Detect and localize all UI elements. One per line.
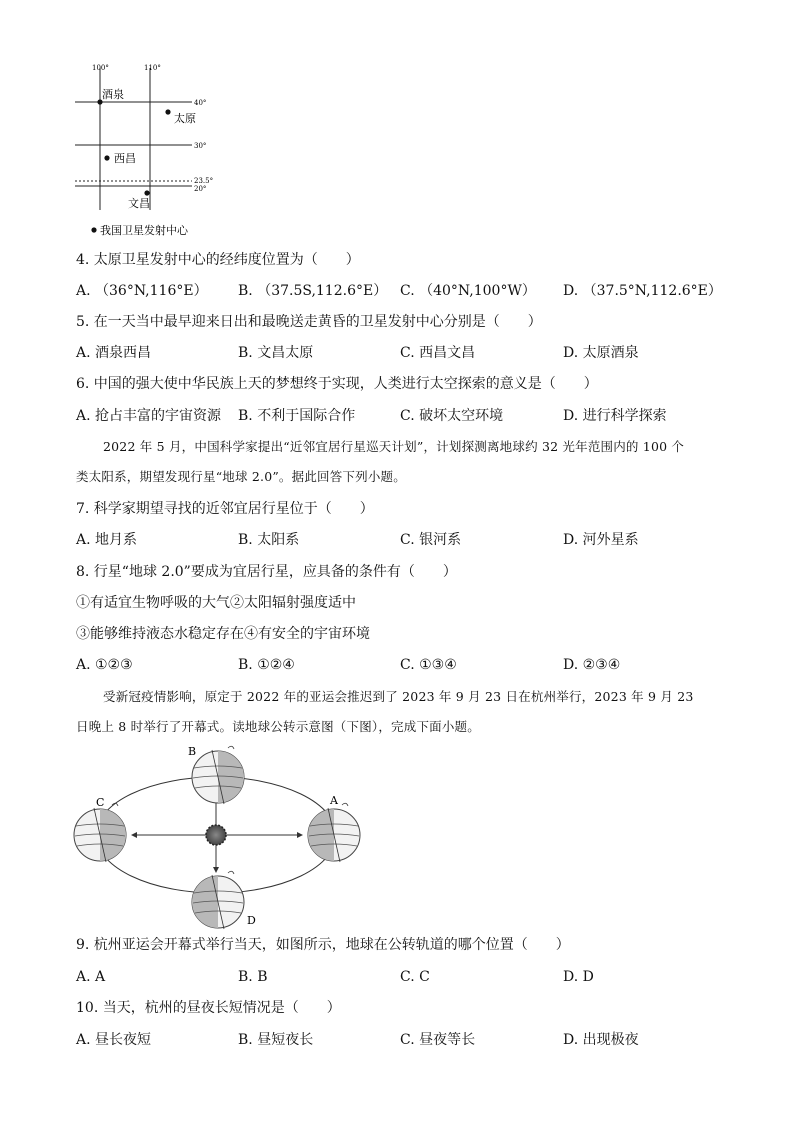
passage1-line1: 2022 年 5 月，中国科学家提出“近邻宜居行星巡天计划”，计划探测离地球约 32 光年范围内的 100 个 xyxy=(103,439,685,454)
sun-icon xyxy=(206,825,226,845)
wenchang-dot xyxy=(144,190,149,195)
q9-stem: 9. 杭州亚运会开幕式举行当天，如图所示，地球在公转轨道的哪个位置（ ） xyxy=(76,937,570,953)
q8-option-c[interactable]: C. ①③④ xyxy=(400,657,457,673)
q9-option-c[interactable]: C. C xyxy=(400,969,430,985)
q6-option-a[interactable]: A. 抢占丰富的宇宙资源 xyxy=(76,408,222,424)
orbit-label-d: D xyxy=(247,914,256,927)
q10-option-d[interactable]: D. 出现极夜 xyxy=(563,1032,639,1048)
q8-option-a[interactable]: A. ①②③ xyxy=(76,657,133,673)
q4-option-d[interactable]: D. （37.5°N,112.6°E） xyxy=(563,283,722,299)
q10-stem: 10. 当天，杭州的昼夜长短情况是（ ） xyxy=(76,1000,341,1016)
site-xichang: 西昌 xyxy=(114,152,136,165)
q6-option-b[interactable]: B. 不利于国际合作 xyxy=(238,408,356,424)
site-wenchang: 文昌 xyxy=(128,197,150,210)
lat-label-40: 40° xyxy=(194,99,207,107)
q9-option-d[interactable]: D. D xyxy=(563,969,594,985)
q8-option-b[interactable]: B. ①②④ xyxy=(238,657,295,673)
earth-d-icon xyxy=(192,871,244,929)
q10-option-a[interactable]: A. 昼长夜短 xyxy=(76,1032,152,1048)
lon-label-110: 110° xyxy=(144,64,161,72)
earth-orbit-diagram xyxy=(70,742,370,932)
orbit-label-c: C xyxy=(96,796,105,809)
lat-label-23-5: 23.5° xyxy=(194,177,214,185)
q9-option-a[interactable]: A. A xyxy=(76,969,106,985)
q10-option-b[interactable]: B. 昼短夜长 xyxy=(238,1032,314,1048)
launch-center-map xyxy=(70,60,230,242)
q5-option-d[interactable]: D. 太原酒泉 xyxy=(563,345,639,361)
site-jiuquan: 酒泉 xyxy=(102,88,124,101)
legend-dot xyxy=(91,227,96,232)
q6-option-c[interactable]: C. 破坏太空环境 xyxy=(400,408,504,424)
taiyuan-dot xyxy=(165,109,170,114)
q10-option-c[interactable]: C. 昼夜等长 xyxy=(400,1032,476,1048)
earth-c-icon xyxy=(74,803,126,862)
q7-stem: 7. 科学家期望寻找的近邻宜居行星位于（ ） xyxy=(76,501,374,517)
q6-stem: 6. 中国的强大使中华民族上天的梦想终于实现，人类进行太空探索的意义是（ ） xyxy=(76,376,598,392)
map-legend: 我国卫星发射中心 xyxy=(100,224,188,237)
orbit-label-b: B xyxy=(188,745,197,758)
q8-option-d[interactable]: D. ②③④ xyxy=(563,657,621,673)
q5-option-c[interactable]: C. 西昌文昌 xyxy=(400,345,476,361)
q4-stem: 4. 太原卫星发射中心的经纬度位置为（ ） xyxy=(76,252,360,268)
q4-option-a[interactable]: A. （36°N,116°E） xyxy=(76,283,208,299)
earth-a-icon xyxy=(308,803,360,862)
q5-option-a[interactable]: A. 酒泉西昌 xyxy=(76,345,152,361)
orbit-label-a: A xyxy=(330,794,338,807)
passage1-line2: 类太阳系，期望发现行星“地球 2.0”。据此回答下列小题。 xyxy=(76,469,406,484)
q9-option-b[interactable]: B. B xyxy=(238,969,268,985)
q7-option-a[interactable]: A. 地月系 xyxy=(76,532,138,548)
q4-option-b[interactable]: B. （37.5S,112.6°E） xyxy=(238,283,388,299)
q7-option-b[interactable]: B. 太阳系 xyxy=(238,532,300,548)
q5-option-b[interactable]: B. 文昌太原 xyxy=(238,345,314,361)
passage2-line1: 受新冠疫情影响，原定于 2022 年的亚运会推迟到了 2023 年 9 月 23 日在杭州举行，2023 年 9 月 23 xyxy=(103,689,694,704)
q8-conditions-2: ③能够维持液态水稳定存在④有安全的宇宙环境 xyxy=(76,626,370,642)
lat-label-20: 20° xyxy=(194,185,207,193)
passage2-line2: 日晚上 8 时举行了开幕式。读地球公转示意图（下图），完成下面小题。 xyxy=(76,719,480,734)
q8-conditions-1: ①有适宜生物呼吸的大气②太阳辐射强度适中 xyxy=(76,595,356,611)
lat-label-30: 30° xyxy=(194,142,207,150)
q8-stem: 8. 行星“地球 2.0”要成为宜居行星，应具备的条件有（ ） xyxy=(76,564,457,580)
lon-label-100: 100° xyxy=(92,64,109,72)
q7-option-c[interactable]: C. 银河系 xyxy=(400,532,462,548)
q4-option-c[interactable]: C. （40°N,100°W） xyxy=(400,283,536,299)
q6-option-d[interactable]: D. 进行科学探索 xyxy=(563,408,667,424)
xichang-dot xyxy=(104,155,109,160)
earth-b-icon xyxy=(192,746,244,804)
q5-stem: 5. 在一天当中最早迎来日出和最晚送走黄昏的卫星发射中心分别是（ ） xyxy=(76,314,542,330)
site-taiyuan: 太原 xyxy=(174,112,196,125)
q7-option-d[interactable]: D. 河外星系 xyxy=(563,532,639,548)
